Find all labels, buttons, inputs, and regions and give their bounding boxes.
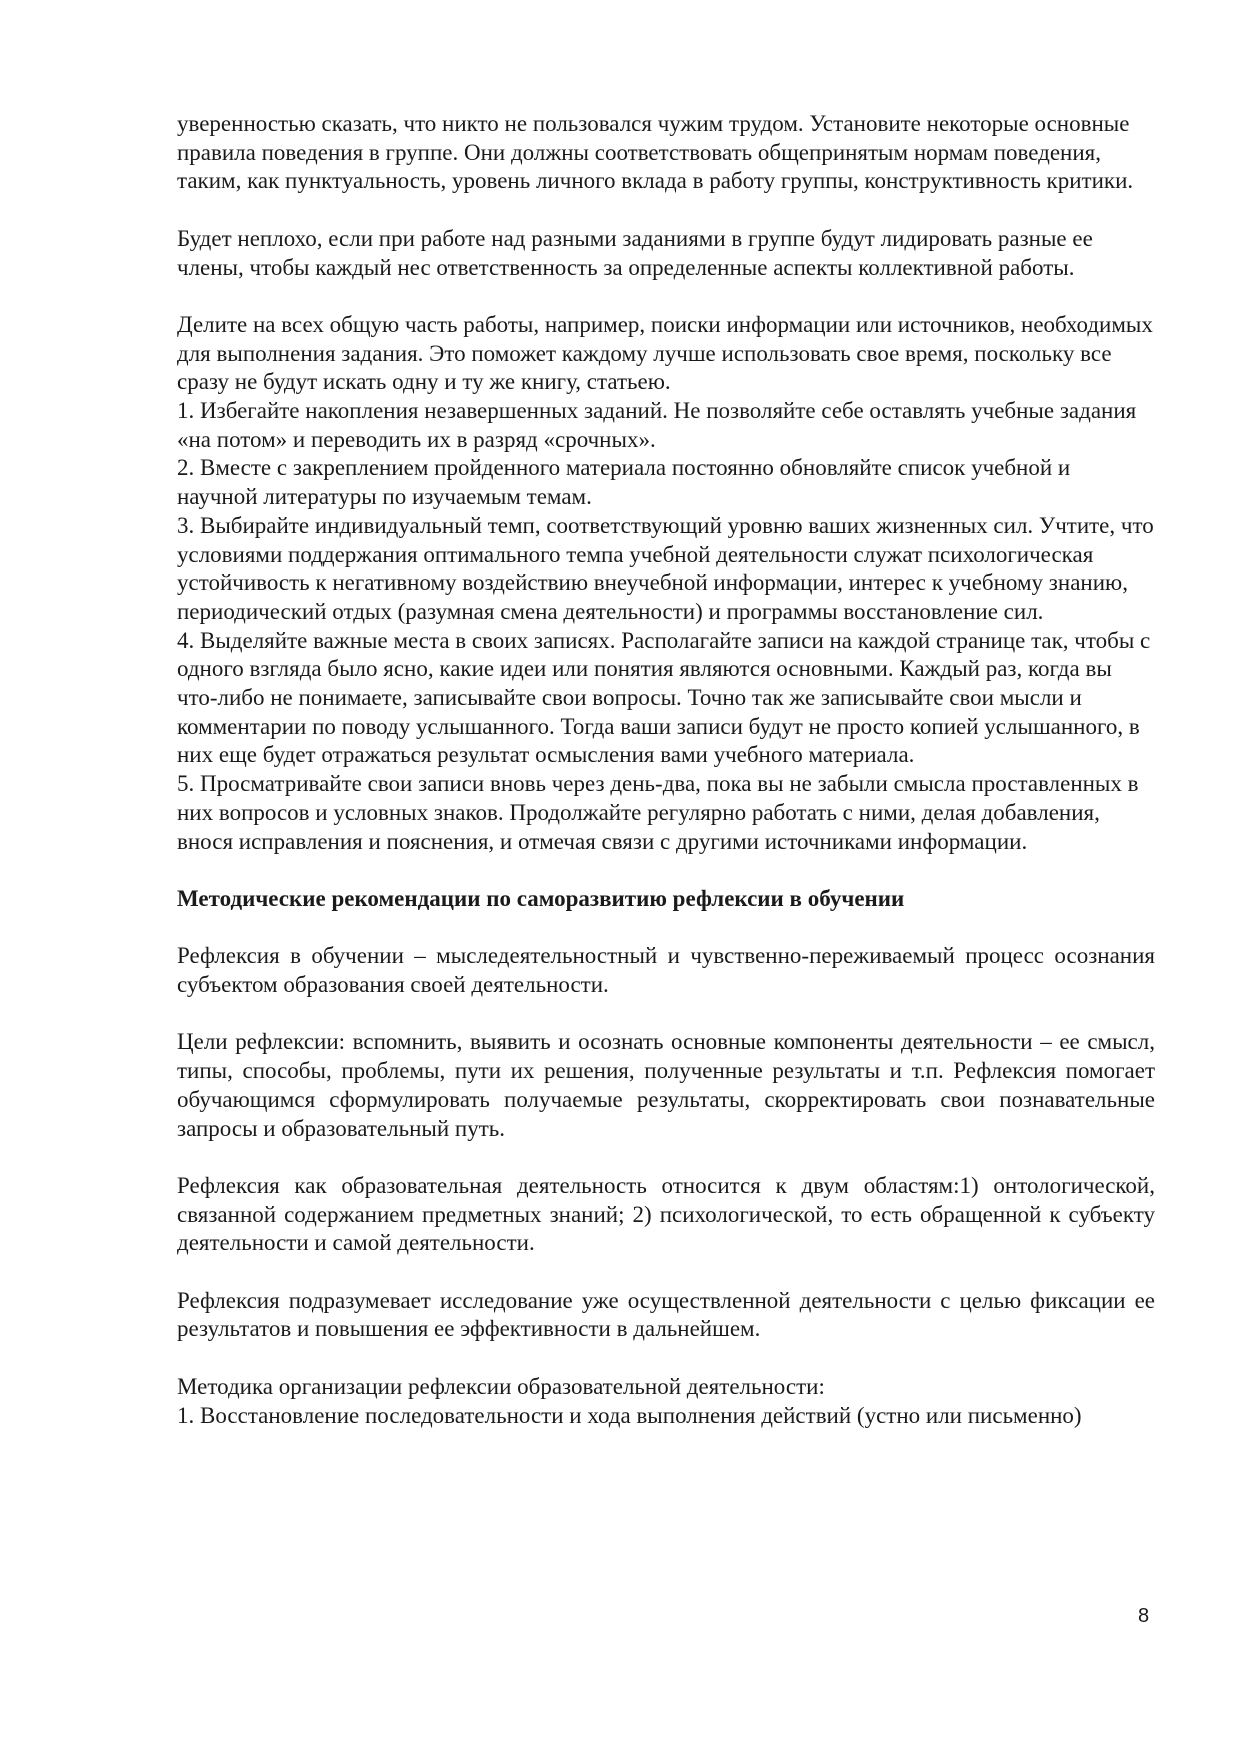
page-number: 8: [1138, 1605, 1150, 1627]
method-title: Методика организации рефлексии образовательной деятельности:: [177, 1373, 825, 1399]
paragraph-reflection-goals: Цели рефлексии: вспомнить, выявить и осознать основные компоненты деятельности – ее смысл, типы, способы, проблемы, пути их решения, полученные результаты и т.п. Рефлексия помогает обучающимся сформулировать получаемые результаты, скорректировать свои познавательные запросы и образовательный путь.: [177, 1029, 1155, 1141]
tip-item-2: 2. Вместе с закреплением пройденного материала постоянно обновляйте список учебной и научной литературы по изучаемым темам.: [177, 455, 1071, 510]
document-page: [177, 110, 1155, 1430]
tip-item-3: 3. Выбирайте индивидуальный темп, соответствующий уровню ваших жизненных сил. Учтите, что условиями поддержания оптимального темпа учебной деятельности служат психологическая устойчивость к негативному воздействию внеучебной информации, интерес к учебному знанию, периодический отдых (разумная смена деятельности) и программы восстановление сил.: [177, 512, 1154, 624]
tip-item-5: 5. Просматривайте свои записи вновь через день-два, пока вы не забыли смысла проставленных в них вопросов и условных знаков. Продолжайте регулярно работать с ними, делая добавления, внося исправления и пояснения, и отмечая связи с другими источниками информации.: [177, 771, 1139, 854]
method-step-1: 1. Восстановление последовательности и хода выполнения действий (устно или письменно): [177, 1402, 1082, 1428]
paragraph-reflection-definition: Рефлексия в обучении – мыследеятельностный и чувственно-переживаемый процесс осознания субъектом образования своей деятельности.: [177, 943, 1155, 998]
paragraph-group-rules: уверенностью сказать, что никто не пользовался чужим трудом. Установите некоторые основные правила поведения в группе. Они должны соответствовать общепринятым нормам поведения, таким, как пунктуальность, уровень личного вклада в работу группы, конструктивность критики.: [177, 111, 1134, 194]
paragraph-leadership: Будет неплохо, если при работе над разными заданиями в группе будут лидировать разные ее члены, чтобы каждый нес ответственность за определенные аспекты коллективной работы.: [177, 225, 1093, 280]
tip-item-1: 1. Избегайте накопления незавершенных заданий. Не позволяйте себе оставлять учебные задания «на потом» и переводить их в разряд «срочных».: [177, 398, 1137, 452]
paragraph-reflection-areas: Рефлексия как образовательная деятельность относится к двум областям:1) онтологической, связанной содержанием предметных знаний; 2) психологической, то есть обращенной к субъекту деятельности и самой деятельности.: [177, 1172, 1155, 1256]
tip-item-4: 4. Выделяйте важные места в своих записях. Располагайте записи на каждой странице так, чтобы с одного взгляда было ясно, какие идеи или понятия являются основными. Каждый раз, когда вы что-либо не понимаете, записывайте свои вопросы. Точно так же записывайте свои мысли и комментарии по поводу услышанного. Тогда ваши записи будут не просто копией услышанного, в них еще будет отражаться результат осмысления вами учебного материала.: [177, 627, 1151, 768]
section-heading: Методические рекомендации по саморазвитию рефлексии в обучении: [177, 885, 905, 911]
paragraph-reflection-purpose: Рефлексия подразумевает исследование уже осуществленной деятельности с целью фиксации ее результатов и повышения ее эффективности в дальнейшем.: [177, 1287, 1155, 1342]
paragraph-shared-work: Делите на всех общую часть работы, например, поиски информации или источников, необходимых для выполнения задания. Это поможет каждому лучше использовать свое время, поскольку все сразу не будут искать одну и ту же книгу, статьею.: [177, 311, 1153, 395]
